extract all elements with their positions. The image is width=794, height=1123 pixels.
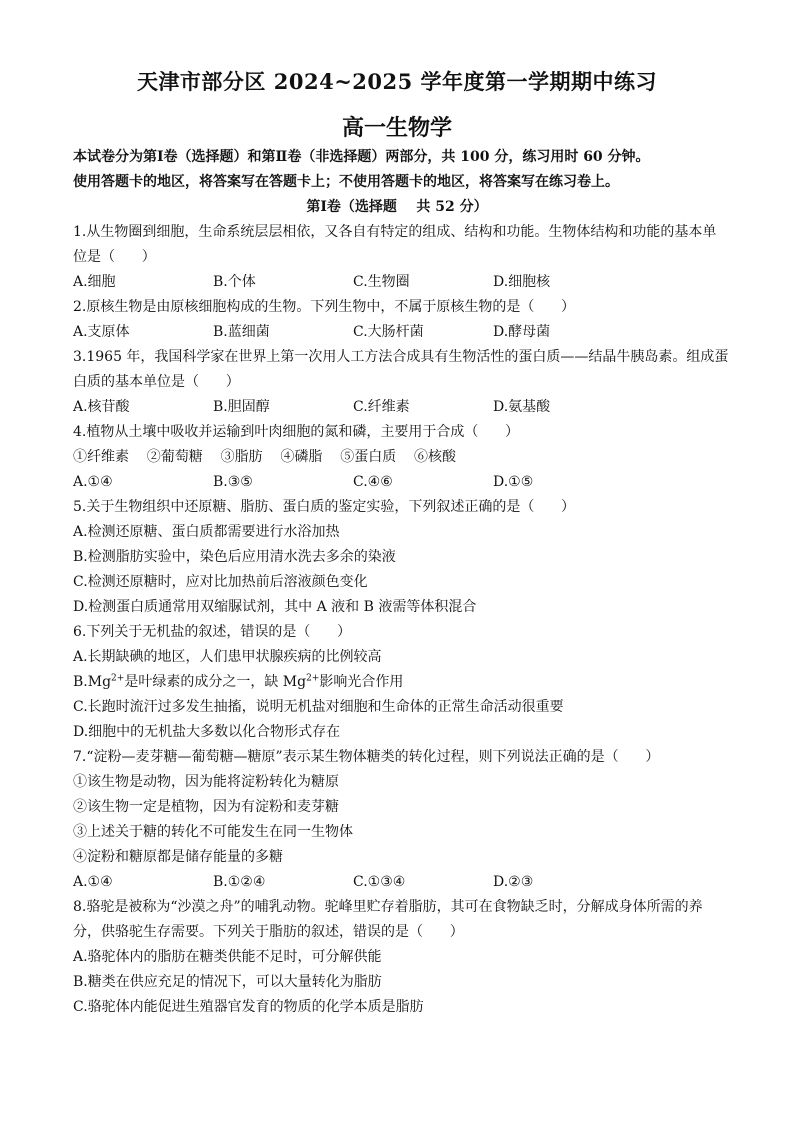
subject-title: 高一生物学 xyxy=(341,115,452,141)
q7-stem: 7.“淀粉—麦芽糖—葡萄糖—糖原”表示某生物体糖类的转化过程，则下列说法正确的是（ ） xyxy=(73,749,660,765)
q6-option-b-charge-2: 2+ xyxy=(306,673,320,684)
q4-option-a: A.①④ xyxy=(73,474,113,490)
q1-option-c: C.生物圈 xyxy=(353,274,410,290)
q1-option-a: A.细胞 xyxy=(73,274,116,290)
q4-option-d: D.①⑤ xyxy=(493,474,534,490)
q4-option-b: B.③⑤ xyxy=(213,474,253,490)
instructions-line-1: 本试卷分为第Ⅰ卷（选择题）和第Ⅱ卷（非选择题）两部分，共 100 分，练习用时 60 分钟。 xyxy=(73,149,650,165)
q3-stem-line-1: 3.1965 年，我国科学家在世界上第一次用人工方法合成具有生物活性的蛋白质——结晶牛胰岛素。组成蛋 xyxy=(73,349,729,365)
q6-option-b xyxy=(73,670,403,695)
q5-option-a: A.检测还原糖、蛋白质都需要进行水浴加热 xyxy=(73,524,340,540)
q6-option-d: D.细胞中的无机盐大多数以化合物形式存在 xyxy=(73,724,341,740)
q6-option-a: A.长期缺碘的地区，人们患甲状腺疾病的比例较高 xyxy=(73,649,382,665)
q3-option-c: C.纤维素 xyxy=(353,399,410,415)
q8-option-c: C.骆驼体内能促进生殖器官发育的物质的化学本质是脂肪 xyxy=(73,999,424,1015)
section-title: 第Ⅰ卷（选择题 共 52 分） xyxy=(306,199,488,215)
q6-option-c: C.长跑时流汗过多发生抽搐，说明无机盐对细胞和生命体的正常生命活动很重要 xyxy=(73,699,564,715)
q2-option-b: B.蓝细菌 xyxy=(213,324,270,340)
q4-option-c: C.④⑥ xyxy=(353,474,393,490)
instructions-line-2: 使用答题卡的地区，将答案写在答题卡上；不使用答题卡的地区，将答案写在练习卷上。 xyxy=(73,174,619,190)
q5-stem: 5.关于生物组织中还原糖、脂肪、蛋白质的鉴定实验，下列叙述正确的是（ ） xyxy=(73,499,576,515)
q3-option-a: A.核苷酸 xyxy=(73,399,130,415)
q8-stem-line-1: 8.骆驼是被称为“沙漠之舟”的哺乳动物。驼峰里贮存着脂肪，其可在食物缺乏时，分解成身体所需的养 xyxy=(73,899,703,915)
q8-option-a: A.骆驼体内的脂肪在糖类供能不足时，可分解供能 xyxy=(73,949,382,965)
q7-statement-1: ①该生物是动物，因为能将淀粉转化为糖原 xyxy=(73,774,339,790)
q2-stem: 2.原核生物是由原核细胞构成的生物。下列生物中，不属于原核生物的是（ ） xyxy=(73,299,576,315)
q6-option-b-text-1: B.Mg xyxy=(73,674,112,690)
q7-statement-2: ②该生物一定是植物，因为有淀粉和麦芽糖 xyxy=(73,799,339,815)
q7-option-d: D.②③ xyxy=(493,874,534,890)
q4-items: ①纤维素 ②葡萄糖 ③脂肪 ④磷脂 ⑤蛋白质 ⑥核酸 xyxy=(73,449,457,465)
q1-option-b: B.个体 xyxy=(213,274,256,290)
q6-option-b-charge-1: 2+ xyxy=(111,673,125,684)
q8-option-b: B.糖类在供应充足的情况下，可以大量转化为脂肪 xyxy=(73,974,382,990)
q4-stem: 4.植物从土壤中吸收并运输到叶肉细胞的氮和磷，主要用于合成（ ） xyxy=(73,424,520,440)
q5-option-d: D.检测蛋白质通常用双缩脲试剂，其中 A 液和 B 液需等体积混合 xyxy=(73,599,477,615)
q2-option-d: D.酵母菌 xyxy=(493,324,551,340)
q1-stem-line-1: 1.从生物圈到细胞，生命系统层层相依，又各自有特定的组成、结构和功能。生物体结构和功能的基本单 xyxy=(73,224,717,240)
q7-option-c: C.①③④ xyxy=(353,874,406,890)
q5-option-b: B.检测脂肪实验中，染色后应用清水洗去多余的染液 xyxy=(73,549,396,565)
q1-stem-line-2: 位是（ ） xyxy=(73,249,156,265)
q2-option-c: C.大肠杆菌 xyxy=(353,324,424,340)
q6-option-b-text-2: 是叶绿素的成分之一，缺 Mg xyxy=(124,674,307,690)
q7-statement-3: ③上述关于糖的转化不可能发生在同一生物体 xyxy=(73,824,353,840)
q7-option-b: B.①②④ xyxy=(213,874,266,890)
q6-option-b-text-3: 影响光合作用 xyxy=(319,674,404,690)
exam-title: 天津市部分区 2024~2025 学年度第一学期期中练习 xyxy=(136,69,658,94)
q1-option-d: D.细胞核 xyxy=(493,274,551,290)
q2-option-a: A.支原体 xyxy=(73,324,130,340)
q7-statement-4: ④淀粉和糖原都是储存能量的多糖 xyxy=(73,849,283,865)
q5-option-c: C.检测还原糖时，应对比加热前后溶液颜色变化 xyxy=(73,574,368,590)
q6-stem: 6.下列关于无机盐的叙述，错误的是（ ） xyxy=(73,624,352,640)
q3-option-d: D.氨基酸 xyxy=(493,399,551,415)
q3-stem-line-2: 白质的基本单位是（ ） xyxy=(73,374,240,390)
q3-option-b: B.胆固醇 xyxy=(213,399,270,415)
q7-option-a: A.①④ xyxy=(73,874,113,890)
q8-stem-line-2: 分，供骆驼生存需要。下列关于脂肪的叙述，错误的是（ ） xyxy=(73,924,464,940)
